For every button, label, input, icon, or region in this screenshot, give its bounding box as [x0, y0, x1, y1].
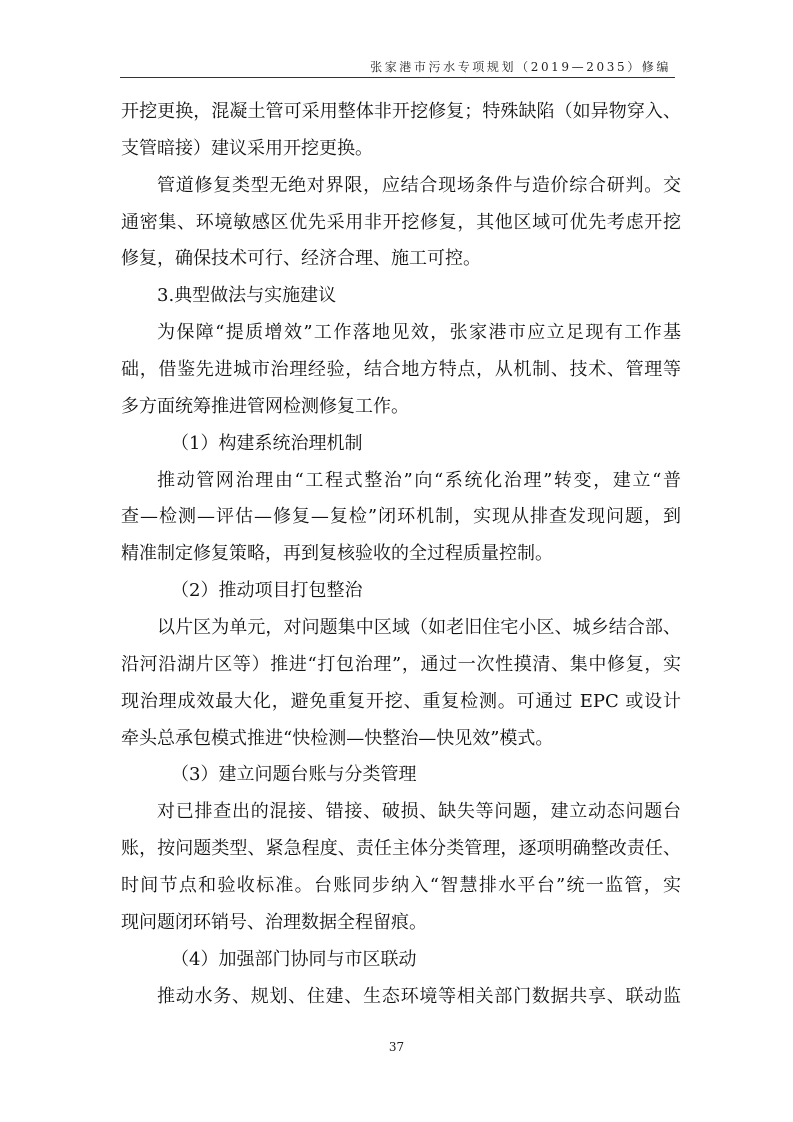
paragraph-line: 现治理成效最大化，避免重复开挖、重复检测。可通过 EPC 或设计 — [121, 690, 681, 712]
section-heading: 3.典型做法与实施建议 — [157, 285, 337, 307]
paragraph-line: 时间节点和验收标准。台账同步纳入“智慧排水平台”统一监管，实 — [121, 875, 681, 897]
body-text — [121, 94, 681, 1015]
paragraph-line: 现问题闭环销号、治理数据全程留痕。 — [121, 911, 427, 933]
paragraph-line: 修复，确保技术可行、经济合理、施工可控。 — [121, 248, 481, 270]
paragraph-line: 通密集、环境敏感区优先采用非开挖修复，其他区域可优先考虑开挖 — [121, 211, 681, 233]
paragraph-line: 支管暗接）建议采用开挖更换。 — [121, 137, 373, 159]
paragraph-line: 账，按问题类型、紧急程度、责任主体分类管理，逐项明确整改责任、 — [121, 838, 681, 860]
header-divider — [120, 77, 675, 78]
paragraph-line: 推动水务、规划、住建、生态环境等相关部门数据共享、联动监 — [157, 985, 681, 1007]
subsection-heading: （1）构建系统治理机制 — [171, 432, 363, 454]
paragraph-line: 以片区为单元，对问题集中区域（如老旧住宅小区、城乡结合部、 — [157, 617, 681, 639]
paragraph-line: 开挖更换，混凝土管可采用整体非开挖修复；特殊缺陷（如异物穿入、 — [121, 101, 681, 122]
paragraph-line: 精准制定修复策略，再到复核验收的全过程质量控制。 — [121, 543, 553, 565]
running-header: 张家港市污水专项规划（2019—2035）修编 — [370, 60, 671, 74]
paragraph-line: 沿河沿湖片区等）推进“打包治理”，通过一次性摸清、集中修复，实 — [121, 653, 681, 675]
paragraph-line: 多方面统筹推进管网检测修复工作。 — [121, 395, 409, 417]
paragraph-line: 管道修复类型无绝对界限，应结合现场条件与造价综合研判。交 — [157, 174, 681, 196]
paragraph-line: 为保障“提质增效”工作落地见效，张家港市应立足现有工作基 — [157, 322, 681, 344]
subsection-heading: （2）推动项目打包整治 — [171, 580, 363, 602]
subsection-heading: （4）加强部门协同与市区联动 — [171, 948, 417, 970]
page-number: 37 — [388, 1040, 405, 1054]
paragraph-line: 查—检测—评估—修复—复检”闭环机制，实现从排查发现问题，到 — [121, 506, 681, 528]
subsection-heading: （3）建立问题台账与分类管理 — [171, 764, 417, 786]
paragraph-line: 牵头总承包模式推进“快检测—快整治—快见效”模式。 — [121, 727, 554, 749]
paragraph-line: 对已排查出的混接、错接、破损、缺失等问题，建立动态问题台 — [157, 801, 681, 823]
paragraph-line: 础，借鉴先进城市治理经验，结合地方特点，从机制、技术、管理等 — [121, 359, 681, 381]
paragraph-line: 推动管网治理由“工程式整治”向“系统化治理”转变，建立“普 — [157, 469, 681, 491]
